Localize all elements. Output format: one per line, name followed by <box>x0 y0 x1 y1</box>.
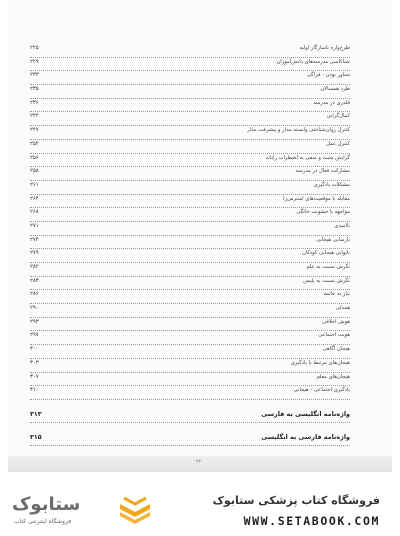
table-of-contents <box>30 44 350 469</box>
toc-entry <box>30 112 350 126</box>
toc-entry <box>30 345 350 359</box>
toc-entry-page: ۲۵۲ <box>30 140 39 147</box>
toc-entry <box>30 359 350 373</box>
toc-entry-page: ۲۵۶ <box>30 154 39 161</box>
toc-section <box>30 429 350 446</box>
toc-entry <box>30 126 350 140</box>
toc-entry-page: ۲۲۹ <box>30 58 39 65</box>
toc-entry-title: ناتوانی هیجانی کودکان <box>302 250 350 257</box>
toc-entry-page: ۲۴۷ <box>30 127 39 134</box>
toc-section <box>30 406 350 423</box>
toc-entry-page: ۲۴۴ <box>30 113 39 120</box>
toc-entry <box>30 71 350 85</box>
brand-title: فروشگاه کتاب پزشکی ستابوک <box>212 494 380 507</box>
toc-entry <box>30 249 350 263</box>
toc-entry-title: کمال‌گرایی <box>326 113 350 120</box>
toc-section-title: واژه‌نامه انگلیسی به فارسی <box>261 409 350 418</box>
brand-url[interactable]: WWW.SETABOOK.COM <box>243 514 380 528</box>
toc-entry <box>30 236 350 250</box>
toc-entry <box>30 99 350 113</box>
toc-section-title: واژه‌نامه فارسی به انگلیسی <box>261 432 350 441</box>
toc-section-page: ۳۱۳ <box>30 409 42 418</box>
toc-entry <box>30 208 350 222</box>
toc-entry <box>30 44 350 58</box>
book-logo-icon <box>118 496 152 524</box>
toc-entry <box>30 386 350 400</box>
toc-entry-title: کنترل روان‌شناختی وابسته مدار و پیشرفت مدار <box>247 127 350 134</box>
toc-entry-page: ۲۶۸ <box>30 209 39 216</box>
toc-entry-page: ۲۸۲ <box>30 264 39 270</box>
toc-entry <box>30 58 350 72</box>
toc-entry <box>30 318 350 332</box>
toc-entry-title: مقابله با موقعیت‌های استرس‌زا <box>283 195 350 202</box>
toc-entry-title: قلدری در مدرسه <box>313 99 350 106</box>
toc-entry-page: ۲۹۳ <box>30 318 39 325</box>
logo-wordmark: ستابوک <box>12 494 81 515</box>
toc-entry-title: گرایش مثبت و منفی به اضطراب رایانه <box>265 154 350 161</box>
toc-entry-page: ۲۶۴ <box>30 195 39 202</box>
page-number: ۳۲۰ <box>195 459 205 465</box>
toc-entry-page: ۲۹۰ <box>30 305 39 312</box>
toc-entry-title: هویت اجتماعی <box>318 332 350 339</box>
toc-entry-page: ۲۷۱ <box>30 222 39 229</box>
toc-entry <box>30 222 350 236</box>
toc-entry-title: یادگیری اجتماعی - هیجانی <box>293 387 350 394</box>
toc-entry-title: مواجهه با خشونت خانگی <box>296 209 350 216</box>
toc-entry-page: ۲۷۹ <box>30 250 39 257</box>
toc-entry <box>30 373 350 387</box>
toc-entry <box>30 85 350 99</box>
toc-entry-title: شناور بودن - فراگی <box>306 72 350 79</box>
toc-entry <box>30 167 350 181</box>
toc-entry-page: ۲۸۶ <box>30 291 39 298</box>
toc-entry-page: ۲۶۱ <box>30 181 39 188</box>
toc-entry-title: همدلی <box>335 305 350 312</box>
toc-entry-page: ۲۸۳ <box>30 277 39 284</box>
toc-entry-title: مشارکت فعال در مدرسه <box>295 168 350 175</box>
toc-entry <box>30 181 350 195</box>
toc-section-page: ۳۱۵ <box>30 432 42 441</box>
toc-entry-page: ۲۹۷ <box>30 332 39 339</box>
toc-entry-title: نگرش نسبت به علم <box>306 264 350 270</box>
toc-entry-page: ۳۰۷ <box>30 373 39 380</box>
toc-entry <box>30 290 350 304</box>
toc-entry <box>30 195 350 209</box>
toc-entry-title: مشکلات یادگیری <box>313 181 350 188</box>
toc-entry-title: طرد همسالان <box>320 86 350 93</box>
toc-entry-title: شناکاسی مدرسه‌های دانش‌آموزان <box>276 58 350 65</box>
toc-entry-page: ۳۰۳ <box>30 359 39 366</box>
toc-entry <box>30 263 350 277</box>
toc-entry-title: هیجان آگاهی <box>322 346 350 353</box>
toc-entry-page: ۲۳۶ <box>30 99 39 106</box>
toc-entry-title: هیجان‌های مرتبط با یادگیری <box>290 359 350 366</box>
toc-entry <box>30 154 350 168</box>
toc-entry <box>30 140 350 154</box>
toc-entry <box>30 304 350 318</box>
toc-entry-page: ۲۳۳ <box>30 72 39 79</box>
toc-entry-page: ۲۲۵ <box>30 45 39 51</box>
toc-entry-title: نگرش نسبت به پلیس <box>303 277 350 284</box>
logo-subtitle: فروشگاه اینترنتی کتاب <box>14 518 72 525</box>
toc-entry-title: کنترل عمل <box>326 140 350 147</box>
toc-entry <box>30 331 350 345</box>
toc-entry-title: نارسایی هیجانی <box>316 236 350 243</box>
toc-entry <box>30 277 350 291</box>
toc-entry-title: هیجان‌های معلم <box>316 373 350 380</box>
toc-entry-page: ۳۱۰ <box>30 387 39 394</box>
toc-entry-page: ۲۳۵ <box>30 86 39 93</box>
toc-entry-page: ۲۵۸ <box>30 168 39 175</box>
toc-entry-title: ناامیدی <box>334 222 350 229</box>
toc-entry-page: ۳۰۰ <box>30 346 39 353</box>
toc-entry-title: طرح‌واره ناسازگار اولیه <box>299 45 350 51</box>
toc-entry-title: نیاز به خاتمه <box>323 291 350 298</box>
toc-entry-title: هوش اخلاقی <box>322 318 350 325</box>
toc-entry-page: ۲۷۴ <box>30 236 39 243</box>
